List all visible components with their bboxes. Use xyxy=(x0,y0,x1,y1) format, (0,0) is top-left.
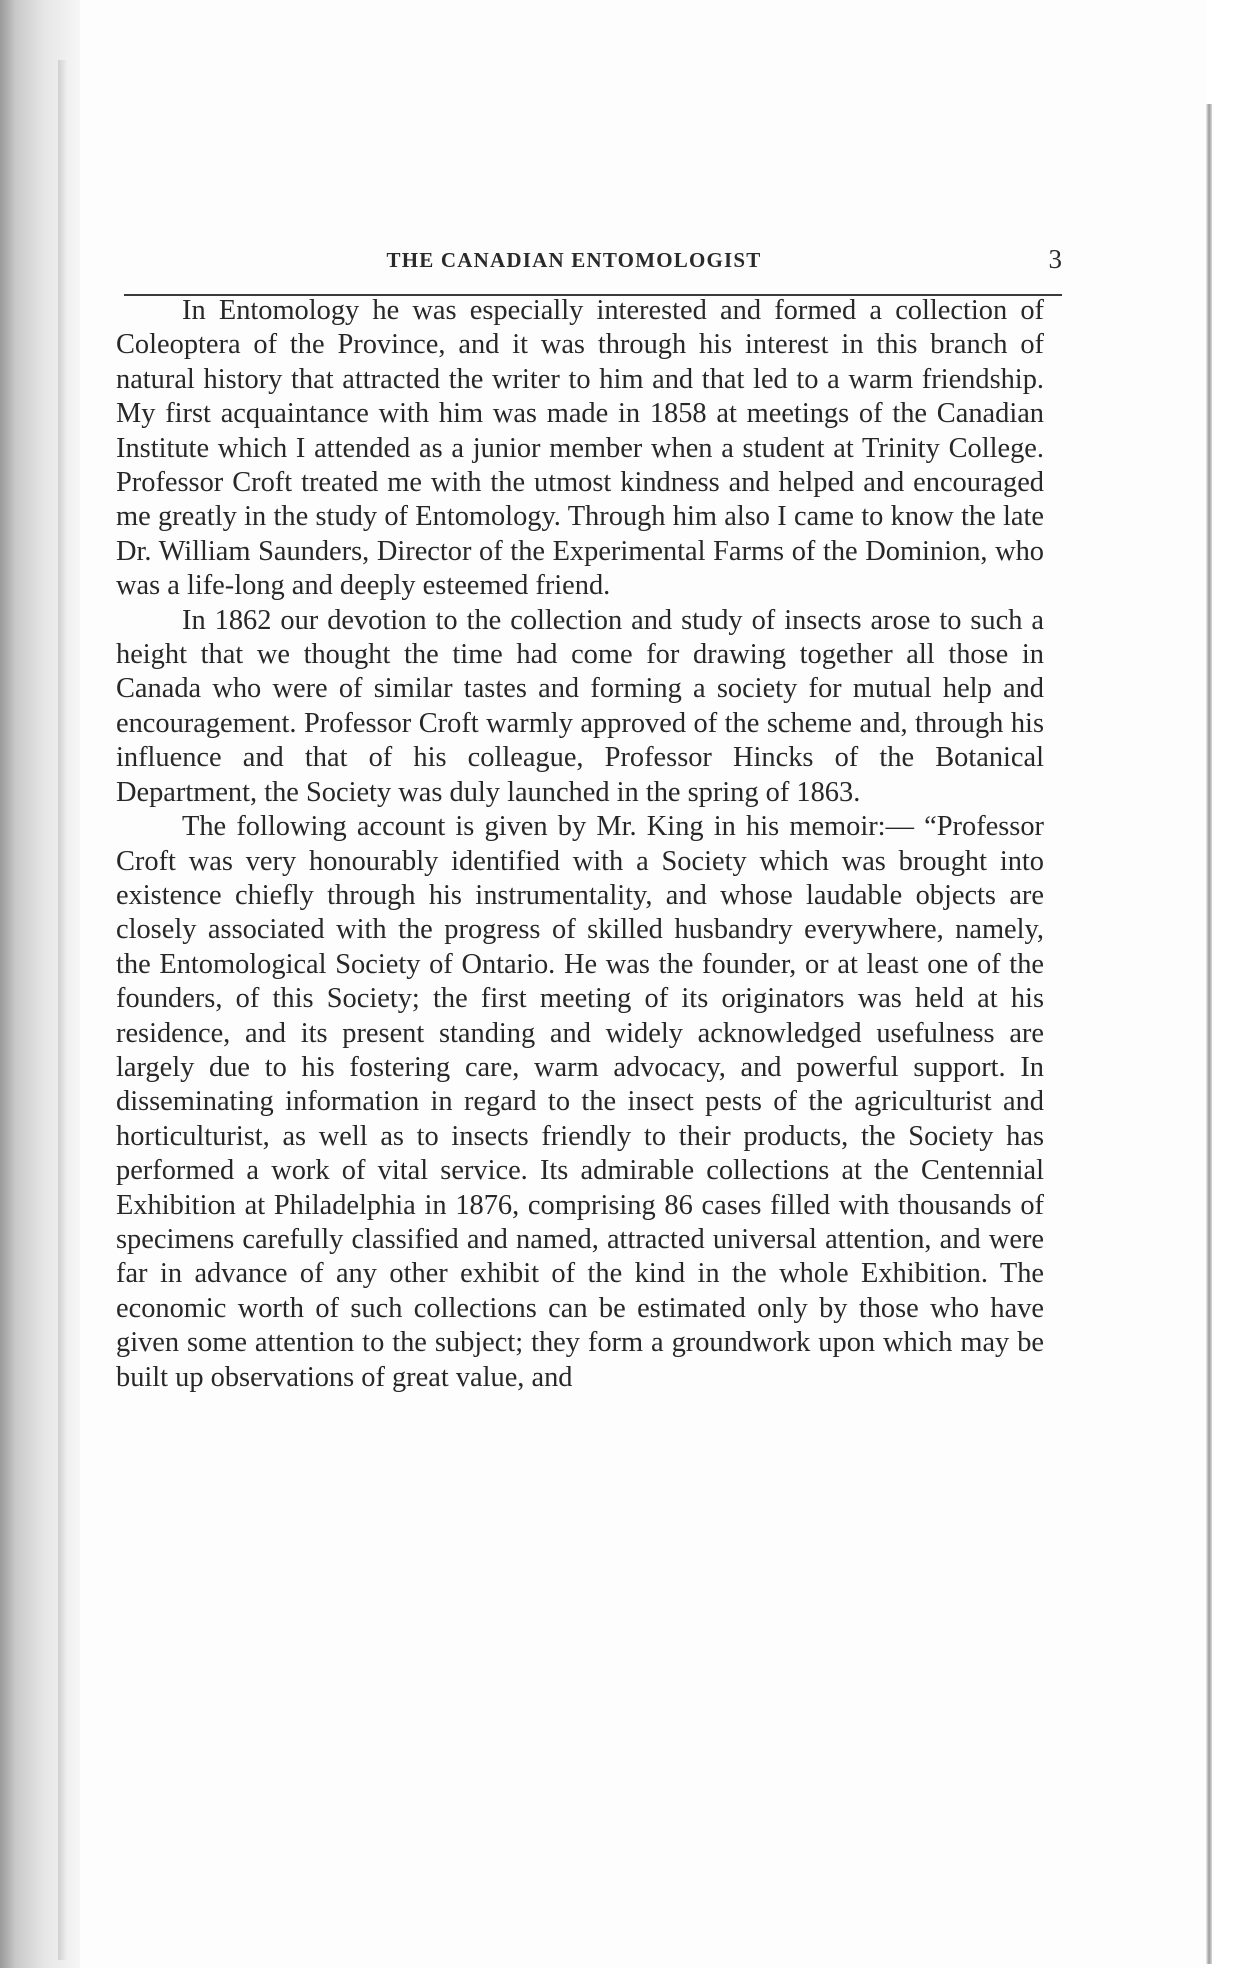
paragraph-1: In Entomology he was especially interested and formed a collection of Coleoptera of the Province, and it was through his interest in this branch of natural history that attracted the writer to him and that led to a warm friendship. My first acquaintance with him was made in 1858 at meetings of the Canadian Institute which I attended as a junior member when a student at Trinity College. Professor Croft treated me with the utmost kindness and helped and encouraged me greatly in the study of Entomology. Through him also I came to know the late Dr. William Saunders, Director of the Experimental Farms of the Dominion, who was a life-long and deeply esteemed friend. xyxy=(116,295,1044,602)
binding-edge xyxy=(0,0,80,1968)
page-edge-shadow xyxy=(1206,104,1212,1964)
body-text xyxy=(116,294,1044,1395)
running-head: THE CANADIAN ENTOMOLOGIST xyxy=(386,248,762,272)
page-header xyxy=(124,242,1062,302)
paragraph-3: The following account is given by Mr. King in his memoir:— “Professor Croft was very honourably identified with a Society which was brought into existence chiefly through his instrumentality, and whose laudable objects are closely associated with the progress of skilled husbandry everywhere, namely, the Entomological Society of Ontario. He was the founder, or at least one of the founders, of this Society; the first meeting of its originators was held at his residence, and its present standing and widely acknowledged usefulness are largely due to his fostering care, warm advocacy, and powerful support. In disseminating information in regard to the insect pests of the agriculturist and horticulturist, as well as to insects friendly to their products, the Society has performed a work of vital service. Its admirable collections at the Centennial Exhibition at Philadelphia in 1876, comprising 86 cases filled with thousands of specimens carefully classified and named, attracted universal attention, and were far in advance of any other exhibit of the kind in the whole Exhibition. The economic worth of such collections can be estimated only by those who have given some attention to the subject; they form a groundwork upon which may be built up observations of great value, and xyxy=(116,811,1044,1393)
binding-edge-inner xyxy=(58,60,68,1960)
page-number: 3 xyxy=(1048,244,1062,274)
paragraph-2: In 1862 our devotion to the collection and study of insects arose to such a height that we thought the time had come for drawing together all those in Canada who were of similar tastes and forming a society for mutual help and encouragement. Professor Croft warmly approved of the scheme and, through his influence and that of his colleague, Professor Hincks of the Botanical Department, the Society was duly launched in the spring of 1863. xyxy=(116,604,1044,808)
